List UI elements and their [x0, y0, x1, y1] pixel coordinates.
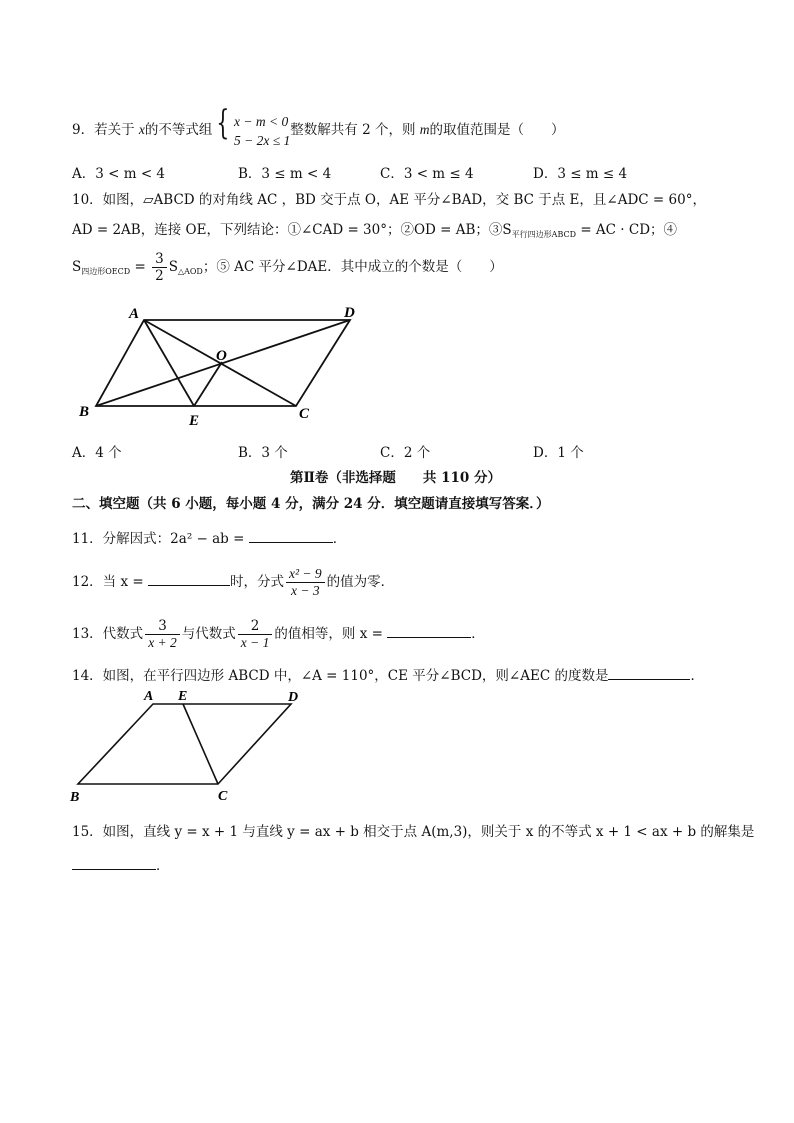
label-D: D	[288, 690, 299, 705]
q10-line3: $S_{四边形OECD}$ = $\frac{3}{2}$ $S_{\triangle AOD}$；⑤ AC 平分∠DAE．其中成立的个数是（ ）	[72, 251, 503, 284]
answer-blank	[249, 528, 333, 543]
q13: 13．代数式 $\frac{3}{x + 2}$ 与代数式 $\frac{2}{x - 1}$ 的值相等，则 x = ．	[72, 618, 485, 650]
label-A: A	[129, 306, 140, 322]
section-heading: 二、填空题（共 6 小题，每小题 4 分，满分 24 分．填空题请直接填写答案．）	[72, 496, 550, 512]
q15-answer: ．	[72, 854, 170, 874]
fraction-three-halves: $\frac{3}{2}$	[152, 251, 167, 284]
inequality-system: x − m < 0 5 − 2x ≤ 1	[234, 113, 291, 148]
q9-option-c: C．3 < m ≤ 4	[380, 166, 474, 182]
label-E: E	[178, 689, 188, 704]
label-O: O	[216, 348, 227, 364]
q10-line1: 10．如图，▱ABCD 的对角线 AC ，BD 交于点 O，AE 平分∠BAD，交 BC 于点 E，且∠ADC = 60°，	[72, 192, 706, 208]
fraction: $\frac{\text{x² − 9}}{x - 3}$	[286, 566, 325, 599]
q9-option-d: D．3 ≤ m ≤ 4	[533, 166, 628, 182]
fraction: $\frac{2}{x - 1}$	[238, 618, 273, 651]
q11: 11．分解因式：2a² − ab = ．	[72, 527, 346, 547]
q14: 14．如图，在平行四边形 ABCD 中，∠A = 110°，CE 平分∠BCD，则∠AEC 的度数是 ．	[72, 664, 704, 684]
fraction: $\frac{3}{x + 2}$	[145, 618, 180, 651]
q10-option-a: A．4 个	[72, 445, 122, 461]
answer-blank	[387, 623, 471, 638]
q9-option-a: A．3 < m < 4	[72, 166, 166, 182]
q10-line2: AD = 2AB，连接 OE，下列结论：①∠CAD = 30°；②OD = AB；$③S_{平行四边形ABCD}$ = AC · CD；④	[72, 222, 678, 239]
q12: 12．当 x = 时，分式 $\frac{\text{x² − 9}}{x - 3}$ 的值为零．	[72, 566, 395, 598]
q15: 15．如图，直线 y = x + 1 与直线 y = ax + b 相交于点 A(m,3)，则关于 x 的不等式 x + 1 < ax + b 的解集是	[72, 824, 755, 840]
q10-parallelogram-figure	[74, 300, 374, 430]
label-A: A	[144, 689, 154, 704]
q10-option-b: B．3 个	[238, 445, 288, 461]
label-D: D	[344, 305, 355, 321]
answer-blank	[72, 855, 156, 870]
label-C: C	[218, 789, 228, 804]
label-C: C	[299, 406, 310, 422]
q9: 9．若关于 x的不等式组 { x − m < 0 5 − 2x ≤ 1 整数解共有 2 个，则 m的取值范围是（ ）	[72, 103, 565, 148]
answer-blank	[608, 665, 690, 680]
brace-symbol: {	[216, 103, 230, 143]
q14-parallelogram-figure	[66, 684, 316, 806]
q9-option-b: B．3 ≤ m < 4	[238, 166, 332, 182]
label-E: E	[189, 413, 200, 429]
label-B: B	[70, 790, 80, 805]
q10-option-c: C．2 个	[380, 445, 431, 461]
label-B: B	[79, 404, 90, 420]
answer-blank	[148, 571, 230, 586]
q10-option-d: D．1 个	[533, 445, 584, 461]
section-title: 第Ⅱ卷（非选择题 共 110 分）	[290, 470, 501, 486]
q9-number: 9．	[72, 122, 95, 138]
